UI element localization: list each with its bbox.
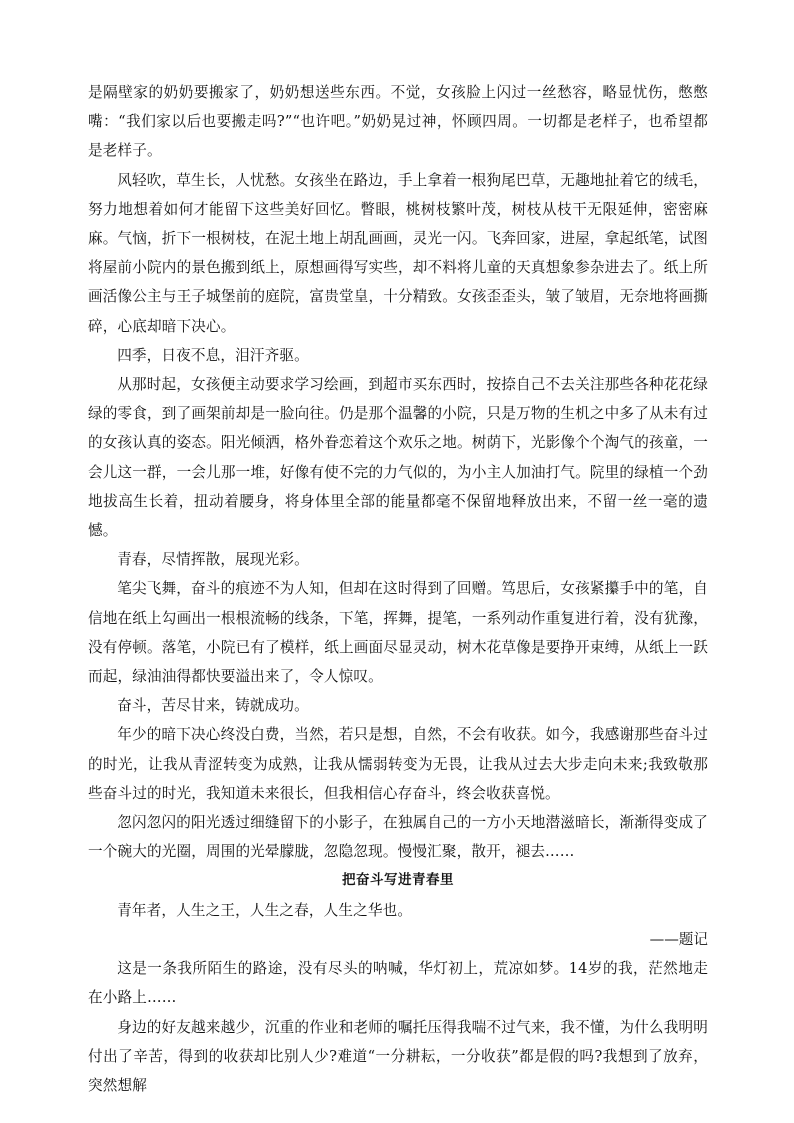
epigraph-inscription: ——题记 xyxy=(649,930,708,948)
paragraph: 青春，尽情挥散，展现光彩。 xyxy=(117,551,309,569)
paragraph: 从那时起，女孩便主动要求学习绘画，到超市买东西时，按捺自己不去关注那些各种花花绿绿的零食，到了画架前却是一脸向往。仍是那个温馨的小院，只是万物的生机之中多了从未有过的女孩认真的姿态。阳光倾洒，格外眷恋着这个欢乐之地。树荫下，光影像个个淘气的孩童，一会儿这一群，一会儿那一堆，好像有使不完的力气似的，为小主人加油打气。院里的绿植一个劲地拔高生长着，扭动着腰身，将身体里全部的能量都毫不保留地释放出来，不留一丝一毫的遗憾。 xyxy=(88,376,708,540)
paragraph: 年少的暗下决心终没白费，当然，若只是想，自然，不会有收获。如今，我感谢那些奋斗过的时光，让我从青涩转变为成熟，让我从懦弱转变为无畏，让我从过去大步走向未来;我致敬那些奋斗过的时光，我知道未来很长，但我相信心存奋斗，终会收获喜悦。 xyxy=(88,726,708,802)
essay-title: 把奋斗写进青春里 xyxy=(342,872,454,889)
paragraph: 风轻吹，草生长，人忧愁。女孩坐在路边，手上拿着一根狗尾巴草，无趣地扯着它的绒毛，努力地想着如何才能留下这些美好回忆。瞥眼，桃树枝繁叶茂，树枝从枝干无限延伸，密密麻麻。气恼，折下一根树枝，在泥土地上胡乱画画，灵光一闪。飞奔回家，进屋，拿起纸笔，试图将屋前小院内的景色搬到纸上，原想画得写实些，却不料将儿童的天真想象参杂进去了。纸上所画活像公主与王子城堡前的庭院，富贵堂皇，十分精致。女孩歪歪头，皱了皱眉，无奈地将画撕碎，心底却暗下决心。 xyxy=(88,171,708,335)
paragraph: 四季，日夜不息，泪汗齐驱。 xyxy=(117,346,309,364)
paragraph: 笔尖飞舞，奋斗的痕迹不为人知，但却在这时得到了回赠。笃思后，女孩紧攥手中的笔，自信地在纸上勾画出一根根流畅的线条，下笔，挥舞，提笔，一系列动作重复进行着，没有犹豫，没有停顿。落笔，小院已有了模样，纸上画面尽显灵动，树木花草像是要挣开束缚，从纸上一跃而起，绿油油得都快要溢出来了，令人惊叹。 xyxy=(88,580,708,686)
paragraph: 身边的好友越来越少，沉重的作业和老师的嘱托压得我喘不过气来，我不懂，为什么我明明付出了辛苦，得到的收获却比别人少?难道“一分耕耘，一分收获”都是假的吗?我想到了放弃，突然想解 xyxy=(88,1018,708,1094)
paragraph: 奋斗，苦尽甘来，铸就成功。 xyxy=(117,697,309,715)
paragraph: 忽闪忽闪的阳光透过细缝留下的小影子，在独属自己的一方小天地潜滋暗长，渐渐得变成了一个碗大的光圈，周围的光晕朦胧，忽隐忽现。慢慢汇聚，散开，褪去…… xyxy=(88,814,708,861)
paragraph-continued: 是隔壁家的奶奶要搬家了，奶奶想送些东西。不觉，女孩脸上闪过一丝愁容，略显忧伤，憋憋嘴：“我们家以后也要搬走吗?”“也许吧。”奶奶晃过神，怀顾四周。一切都是老样子，也希望都是老样子。 xyxy=(88,84,708,160)
paragraph: 这是一条我所陌生的路途，没有尽头的呐喊，华灯初上，荒凉如梦。14岁的我，茫然地走在小路上…… xyxy=(88,960,708,1007)
epigraph: 青年者，人生之王，人生之春，人生之华也。 xyxy=(117,901,413,919)
